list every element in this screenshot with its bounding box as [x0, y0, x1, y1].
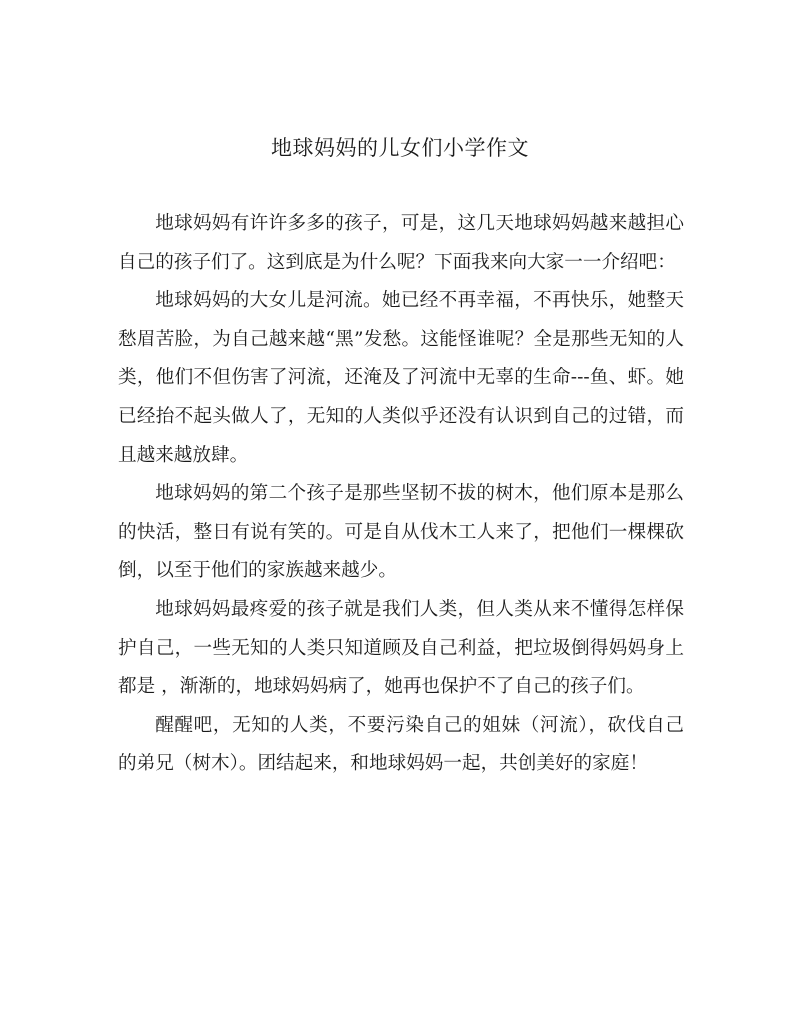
paragraph-5: 醒醒吧，无知的人类，不要污染自己的姐妹（河流），砍伐自己的弟兄（树木）。团结起来，和地球妈妈一起，共创美好的家庭！ — [118, 714, 684, 775]
paragraph-1: 地球妈妈有许许多多的孩子，可是，这几天地球妈妈越来越担心自己的孩子们了。这到底是为什么呢？下面我来向大家一一介绍吧： — [118, 213, 684, 273]
document-title: 地球妈妈的儿女们小学作文 — [271, 136, 529, 160]
paragraph-4: 地球妈妈最疼爱的孩子就是我们人类，但人类从来不懂得怎样保护自己，一些无知的人类只知道顾及自己利益，把垃圾倒得妈妈身上都是 ，渐渐的，地球妈妈病了，她再也保护不了自己的孩子们。 — [118, 598, 684, 698]
document-body — [118, 205, 684, 784]
paragraph-2: 地球妈妈的大女儿是河流。她已经不再幸福，不再快乐，她整天愁眉苦脸，为自己越来越“黑”发愁。这能怪谁呢？全是那些无知的人类，他们不但伤害了河流，还淹及了河流中无辜的生命---鱼、虾。她已经抬不起头做人了，无知的人类似乎还没有认识到自己的过错，而且越来越放肆。 — [118, 290, 684, 466]
paragraph-3: 地球妈妈的第二个孩子是那些坚韧不拔的树木，他们原本是那么的快活，整日有说有笑的。可是自从伐木工人来了，把他们一棵棵砍倒，以至于他们的家族越来越少。 — [118, 483, 684, 582]
